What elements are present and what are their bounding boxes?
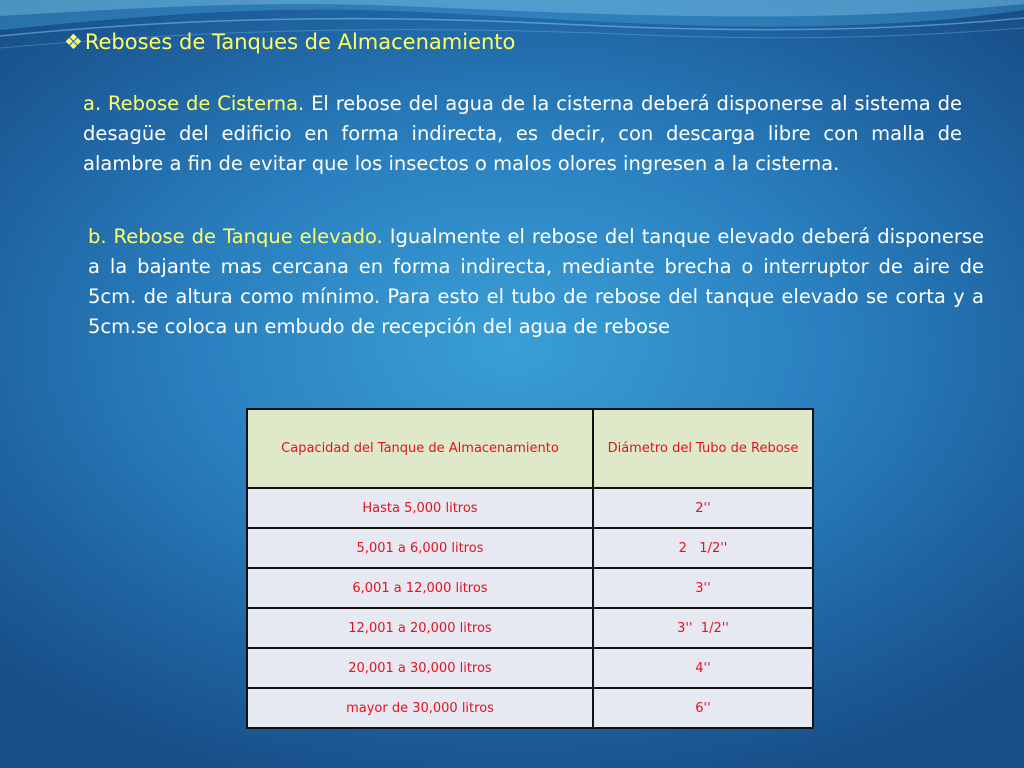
table-cell-capacidad: 5,001 a 6,000 litros xyxy=(247,528,593,568)
table-cell-capacidad: mayor de 30,000 litros xyxy=(247,688,593,728)
paragraph-tanque-elevado-lead: b. Rebose de Tanque elevado. xyxy=(88,225,383,248)
paragraph-cisterna-body: El rebose del agua de la cisterna deberá disponerse al sistema de desagüe del edificio en forma indirecta, es decir, con descarga libre con malla de alambre a fin de evitar que los insectos o malos olores ingresen a la cisterna. xyxy=(83,92,962,175)
table-cell-diametro: 6'' xyxy=(593,688,813,728)
table-row xyxy=(247,488,813,528)
table-cell-diametro: 2 1/2'' xyxy=(593,528,813,568)
paragraph-tanque-elevado xyxy=(88,222,984,342)
table-cell-diametro: 2'' xyxy=(593,488,813,528)
table-cell-diametro: 4'' xyxy=(593,648,813,688)
table-row xyxy=(247,648,813,688)
table-row xyxy=(247,528,813,568)
table-row xyxy=(247,688,813,728)
diamond-bullet-icon: ❖ xyxy=(64,30,83,54)
table-cell-diametro: 3'' 1/2'' xyxy=(593,608,813,648)
table-cell-capacidad: Hasta 5,000 litros xyxy=(247,488,593,528)
table-cell-capacidad: 20,001 a 30,000 litros xyxy=(247,648,593,688)
rebose-diameter-table xyxy=(246,408,814,729)
slide-title xyxy=(64,30,515,54)
paragraph-tanque-elevado-body: Igualmente el rebose del tanque elevado deberá disponerse a la bajante mas cercana en forma indirecta, mediante brecha o interruptor de aire de 5cm. de altura como mínimo. Para esto el tubo de rebose del tanque elevado se corta y a 5cm.se coloca un embudo de recepción del agua de rebose xyxy=(88,225,984,338)
paragraph-cisterna xyxy=(83,89,962,179)
table-row xyxy=(247,608,813,648)
table-cell-capacidad: 6,001 a 12,000 litros xyxy=(247,568,593,608)
paragraph-cisterna-lead: a. Rebose de Cisterna. xyxy=(83,92,305,115)
slide-title-text: Reboses de Tanques de Almacenamiento xyxy=(84,30,516,54)
table-header-diametro: Diámetro del Tubo de Rebose xyxy=(593,409,813,488)
table-row xyxy=(247,568,813,608)
table-cell-capacidad: 12,001 a 20,000 litros xyxy=(247,608,593,648)
table-header-row xyxy=(247,409,813,488)
table-header-capacidad: Capacidad del Tanque de Almacenamiento xyxy=(247,409,593,488)
table-cell-diametro: 3'' xyxy=(593,568,813,608)
